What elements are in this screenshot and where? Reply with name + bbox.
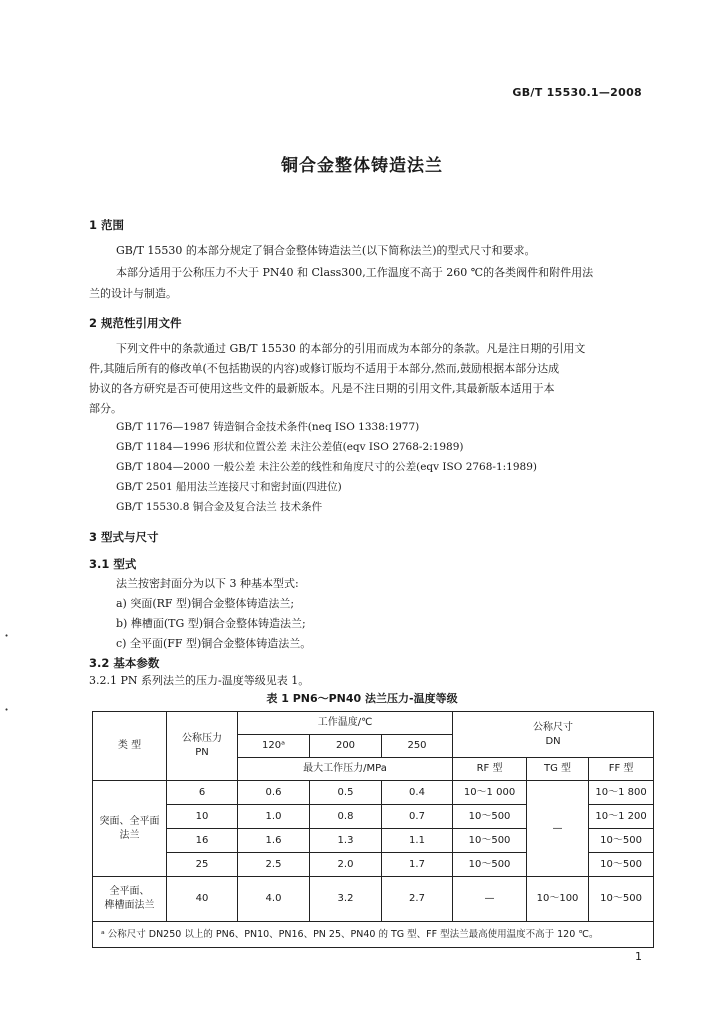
- table-footnote: ᵃ 公称尺寸 DN250 以上的 PN6、PN10、PN16、PN 25、PN40 的 TG 型、FF 型法兰最高使用温度不高于 120 ℃。: [93, 922, 654, 948]
- cell-value: 10～1 000: [453, 781, 527, 805]
- cell-value: 2.7: [382, 877, 453, 922]
- header-ff-type: FF 型: [589, 758, 654, 781]
- cell-value: 10～1 200: [589, 805, 654, 829]
- reference-item: GB/T 1176—1987 铸造铜合金技术条件(neq ISO 1338:1977): [116, 421, 420, 433]
- table-caption: 表 1 PN6～PN40 法兰压力-温度等级: [266, 692, 458, 705]
- section-3-2-1-text: 3.2.1 PN 系列法兰的压力-温度等级见表 1。: [89, 674, 310, 687]
- cell-value: 1.1: [382, 829, 453, 853]
- cell-pn: 6: [167, 781, 238, 805]
- cell-tg-dash: —: [527, 781, 589, 877]
- header-temp-120: 120ᵃ: [238, 735, 310, 758]
- section-3-2-heading: 3.2 基本参数: [89, 656, 160, 670]
- table-row: [93, 781, 654, 805]
- reference-item: GB/T 1804—2000 一般公差 未注公差的线性和角度尺寸的公差(eqv ISO 2768-1:1989): [116, 461, 537, 473]
- reference-item: GB/T 2501 船用法兰连接尺寸和密封面(四进位): [116, 481, 342, 493]
- cell-value: 10～500: [589, 877, 654, 922]
- page-number: 1: [635, 950, 642, 963]
- section-1-paragraph-1: GB/T 15530 的本部分规定了铜合金整体铸造法兰(以下简称法兰)的型式尺寸和要求。: [116, 244, 536, 257]
- cell-value: 0.5: [310, 781, 382, 805]
- table-row: [93, 877, 654, 922]
- list-item: a) 突面(RF 型)铜合金整体铸造法兰;: [116, 597, 295, 610]
- cell-pn: 40: [167, 877, 238, 922]
- header-rf-type: RF 型: [453, 758, 527, 781]
- cell-value: 10～500: [453, 805, 527, 829]
- cell-value: 0.6: [238, 781, 310, 805]
- section-2-heading: 2 规范性引用文件: [89, 316, 182, 330]
- header-nominal-size: 公称尺寸 DN: [453, 712, 654, 758]
- list-item: b) 榫槽面(TG 型)铜合金整体铸造法兰;: [116, 617, 306, 630]
- cell-value: 10～500: [589, 829, 654, 853]
- cell-value: 10～100: [527, 877, 589, 922]
- reference-item: GB/T 1184—1996 形状和位置公差 未注公差值(eqv ISO 2768-2:1989): [116, 441, 464, 453]
- section-2-paragraph-line-2: 件,其随后所有的修改单(不包括勘误的内容)或修订版均不适用于本部分,然而,鼓励根据本部分达成: [89, 362, 560, 375]
- section-1-paragraph-2: 本部分适用于公称压力不大于 PN40 和 Class300,工作温度不高于 260 ℃的各类阀件和附件用法: [116, 266, 594, 279]
- cell-value: 10～500: [453, 829, 527, 853]
- standard-number: GB/T 15530.1—2008: [512, 86, 642, 99]
- group-label-rf-ff: 突面、全平面 法兰: [93, 781, 167, 877]
- margin-mark: ·: [4, 700, 10, 719]
- header-temp-200: 200: [310, 735, 382, 758]
- reference-item: GB/T 15530.8 铜合金及复合法兰 技术条件: [116, 501, 323, 513]
- header-temp-250: 250: [382, 735, 453, 758]
- cell-value: 0.8: [310, 805, 382, 829]
- section-3-1-intro: 法兰按密封面分为以下 3 种基本型式:: [116, 577, 299, 590]
- cell-pn: 25: [167, 853, 238, 877]
- section-3-heading: 3 型式与尺寸: [89, 530, 159, 544]
- cell-value: 0.4: [382, 781, 453, 805]
- section-3-1-heading: 3.1 型式: [89, 557, 137, 571]
- cell-pn: 10: [167, 805, 238, 829]
- cell-value: 1.6: [238, 829, 310, 853]
- header-nominal-pressure: 公称压力 PN: [167, 712, 238, 781]
- cell-value: 1.7: [382, 853, 453, 877]
- cell-value: —: [453, 877, 527, 922]
- header-working-temperature: 工作温度/℃: [238, 712, 453, 735]
- header-max-pressure: 最大工作压力/MPa: [238, 758, 453, 781]
- cell-value: 3.2: [310, 877, 382, 922]
- cell-value: 2.0: [310, 853, 382, 877]
- cell-value: 10～1 800: [589, 781, 654, 805]
- cell-value: 4.0: [238, 877, 310, 922]
- cell-value: 10～500: [453, 853, 527, 877]
- section-1-paragraph-2-cont: 兰的设计与制造。: [89, 287, 177, 300]
- section-2-paragraph-line-3: 协议的各方研究是否可使用这些文件的最新版本。凡是不注日期的引用文件,其最新版本适用于本: [89, 382, 555, 395]
- cell-value: 1.3: [310, 829, 382, 853]
- cell-value: 10～500: [589, 853, 654, 877]
- list-item: c) 全平面(FF 型)铜合金整体铸造法兰。: [116, 637, 312, 650]
- header-tg-type: TG 型: [527, 758, 589, 781]
- cell-value: 2.5: [238, 853, 310, 877]
- margin-mark: ·: [4, 626, 10, 645]
- section-2-paragraph-line-1: 下列文件中的条款通过 GB/T 15530 的本部分的引用而成为本部分的条款。凡是注日期的引用文: [116, 342, 586, 355]
- section-2-paragraph-line-4: 部分。: [89, 402, 122, 415]
- pressure-temperature-table: [92, 711, 654, 948]
- cell-value: 0.7: [382, 805, 453, 829]
- group-label-ff-tg: 全平面、 榫槽面法兰: [93, 877, 167, 922]
- section-1-heading: 1 范围: [89, 218, 125, 232]
- cell-value: 1.0: [238, 805, 310, 829]
- cell-pn: 16: [167, 829, 238, 853]
- header-type: 类 型: [93, 712, 167, 781]
- document-title: 铜合金整体铸造法兰: [281, 156, 443, 176]
